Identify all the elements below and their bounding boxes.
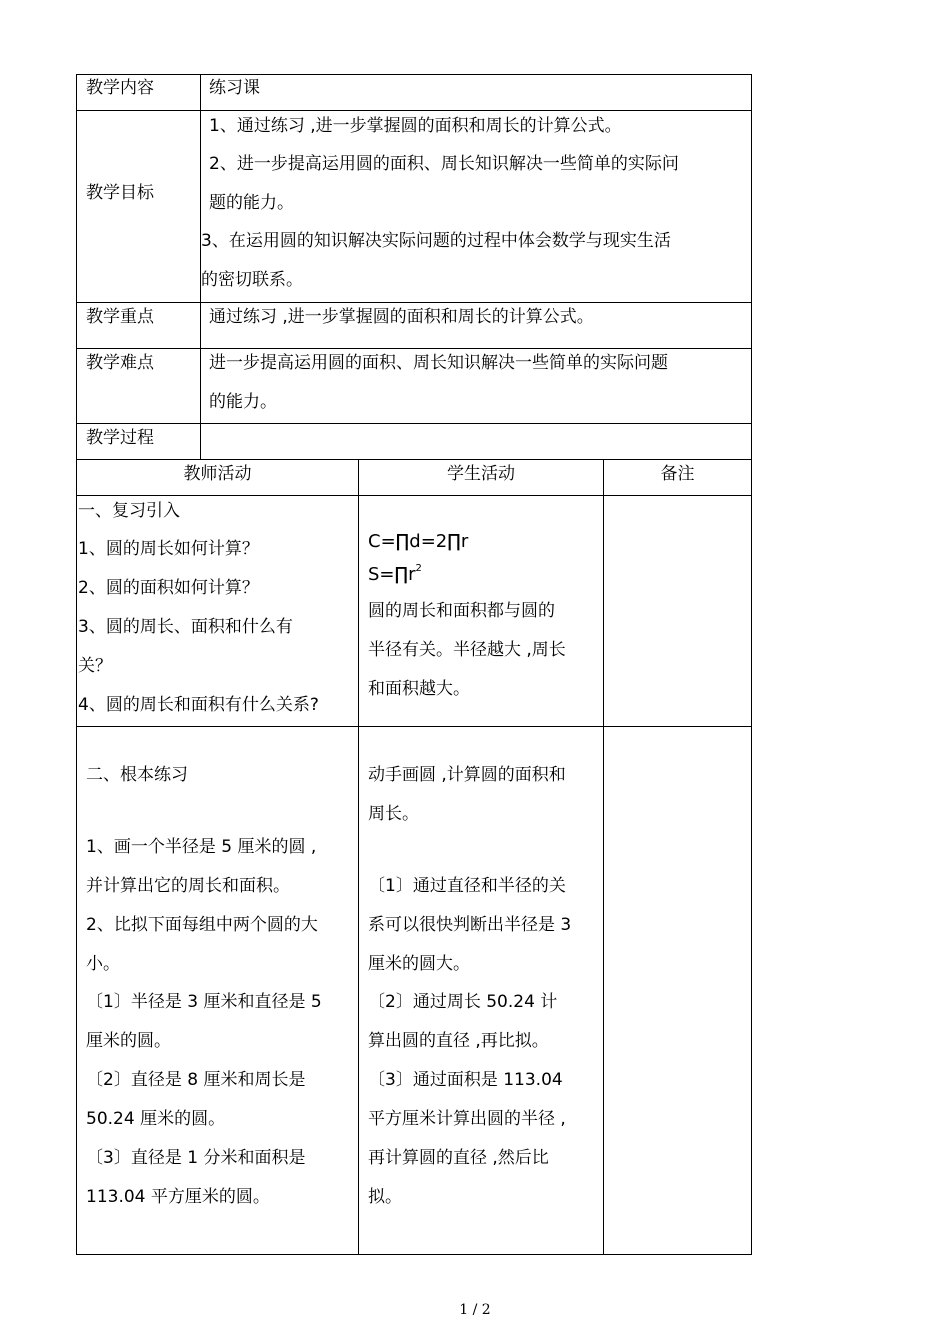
practice-heading: 二、根本练习 <box>86 765 188 785</box>
review-answer: 半径有关。半径越大 ,周长 <box>368 640 566 660</box>
content-label: 教学内容 <box>86 78 154 98</box>
key-label: 教学重点 <box>86 307 154 327</box>
practice-answer: 算出圆的直径 ,再比拟。 <box>368 1031 549 1051</box>
practice-item: 2、比拟下面每组中两个圆的大 <box>86 915 318 935</box>
review-heading: 一、复习引入 <box>78 501 180 521</box>
review-question: 关？ <box>78 656 112 676</box>
process-label: 教学过程 <box>86 428 154 448</box>
student-activity-header: 学生活动 <box>447 464 515 484</box>
goals-label: 教学目标 <box>86 183 154 203</box>
goal-line: 2、进一步提高运用圆的面积、周长知识解决一些简单的实际问 <box>209 154 679 174</box>
notes-header: 备注 <box>660 464 695 484</box>
review-answer: 圆的周长和面积都与圆的 <box>368 601 555 621</box>
practice-item: 113.04 平方厘米的圆。 <box>86 1187 270 1207</box>
practice-answer: 厘米的圆大。 <box>368 954 470 974</box>
goal-line: 题的能力。 <box>209 193 294 213</box>
area-formula: $S=\prod r^2$ <box>368 563 422 585</box>
key-value: 通过练习 ,进一步掌握圆的面积和周长的计算公式。 <box>209 307 594 327</box>
practice-item: 〔3〕直径是 1 分米和面积是 <box>86 1148 306 1168</box>
page-number: 1 / 2 <box>459 1302 491 1318</box>
review-answer: 和面积越大。 <box>368 679 470 699</box>
practice-answer: 〔3〕通过面积是 113.04 <box>368 1070 563 1090</box>
practice-answer: 动手画圆 ,计算圆的面积和 <box>368 765 566 785</box>
practice-answer: 〔2〕通过周长 50.24 计 <box>368 992 558 1012</box>
review-question: 4、圆的周长和面积有什么关系? <box>78 695 319 715</box>
review-question: 3、圆的周长、面积和什么有 <box>78 617 293 637</box>
practice-answer: 周长。 <box>368 804 419 824</box>
difficulty-label: 教学难点 <box>86 353 154 373</box>
difficulty-line: 的能力。 <box>209 392 277 412</box>
practice-answer: 〔1〕通过直径和半径的关 <box>368 876 566 896</box>
circumference-formula: C=∏d=2∏r <box>368 531 469 552</box>
goal-line: 1、通过练习 ,进一步掌握圆的面积和周长的计算公式。 <box>209 116 622 136</box>
goal-line: 的密切联系。 <box>201 270 303 290</box>
teacher-activity-header: 教师活动 <box>183 464 252 484</box>
practice-item: 小。 <box>86 954 120 974</box>
practice-answer: 拟。 <box>368 1187 402 1207</box>
goal-line: 3、在运用圆的知识解决实际问题的过程中体会数学与现实生活 <box>201 231 671 251</box>
content-value: 练习课 <box>209 78 260 98</box>
practice-item: 厘米的圆。 <box>86 1031 171 1051</box>
practice-item: 〔2〕直径是 8 厘米和周长是 <box>86 1070 306 1090</box>
practice-item: 1、画一个半径是 5 厘米的圆 , <box>86 837 317 857</box>
practice-item: 〔1〕半径是 3 厘米和直径是 5 <box>86 992 322 1012</box>
practice-answer: 再计算圆的直径 ,然后比 <box>368 1148 549 1168</box>
practice-answer: 平方厘米计算出圆的半径 , <box>368 1109 566 1129</box>
practice-answer: 系可以很快判断出半径是 3 <box>368 915 572 935</box>
practice-item: 50.24 厘米的圆。 <box>86 1109 226 1129</box>
practice-item: 并计算出它的周长和面积。 <box>86 876 290 896</box>
difficulty-line: 进一步提高运用圆的面积、周长知识解决一些简单的实际问题 <box>209 353 668 373</box>
review-question: 1、圆的周长如何计算？ <box>78 539 259 559</box>
review-question: 2、圆的面积如何计算？ <box>78 578 259 598</box>
